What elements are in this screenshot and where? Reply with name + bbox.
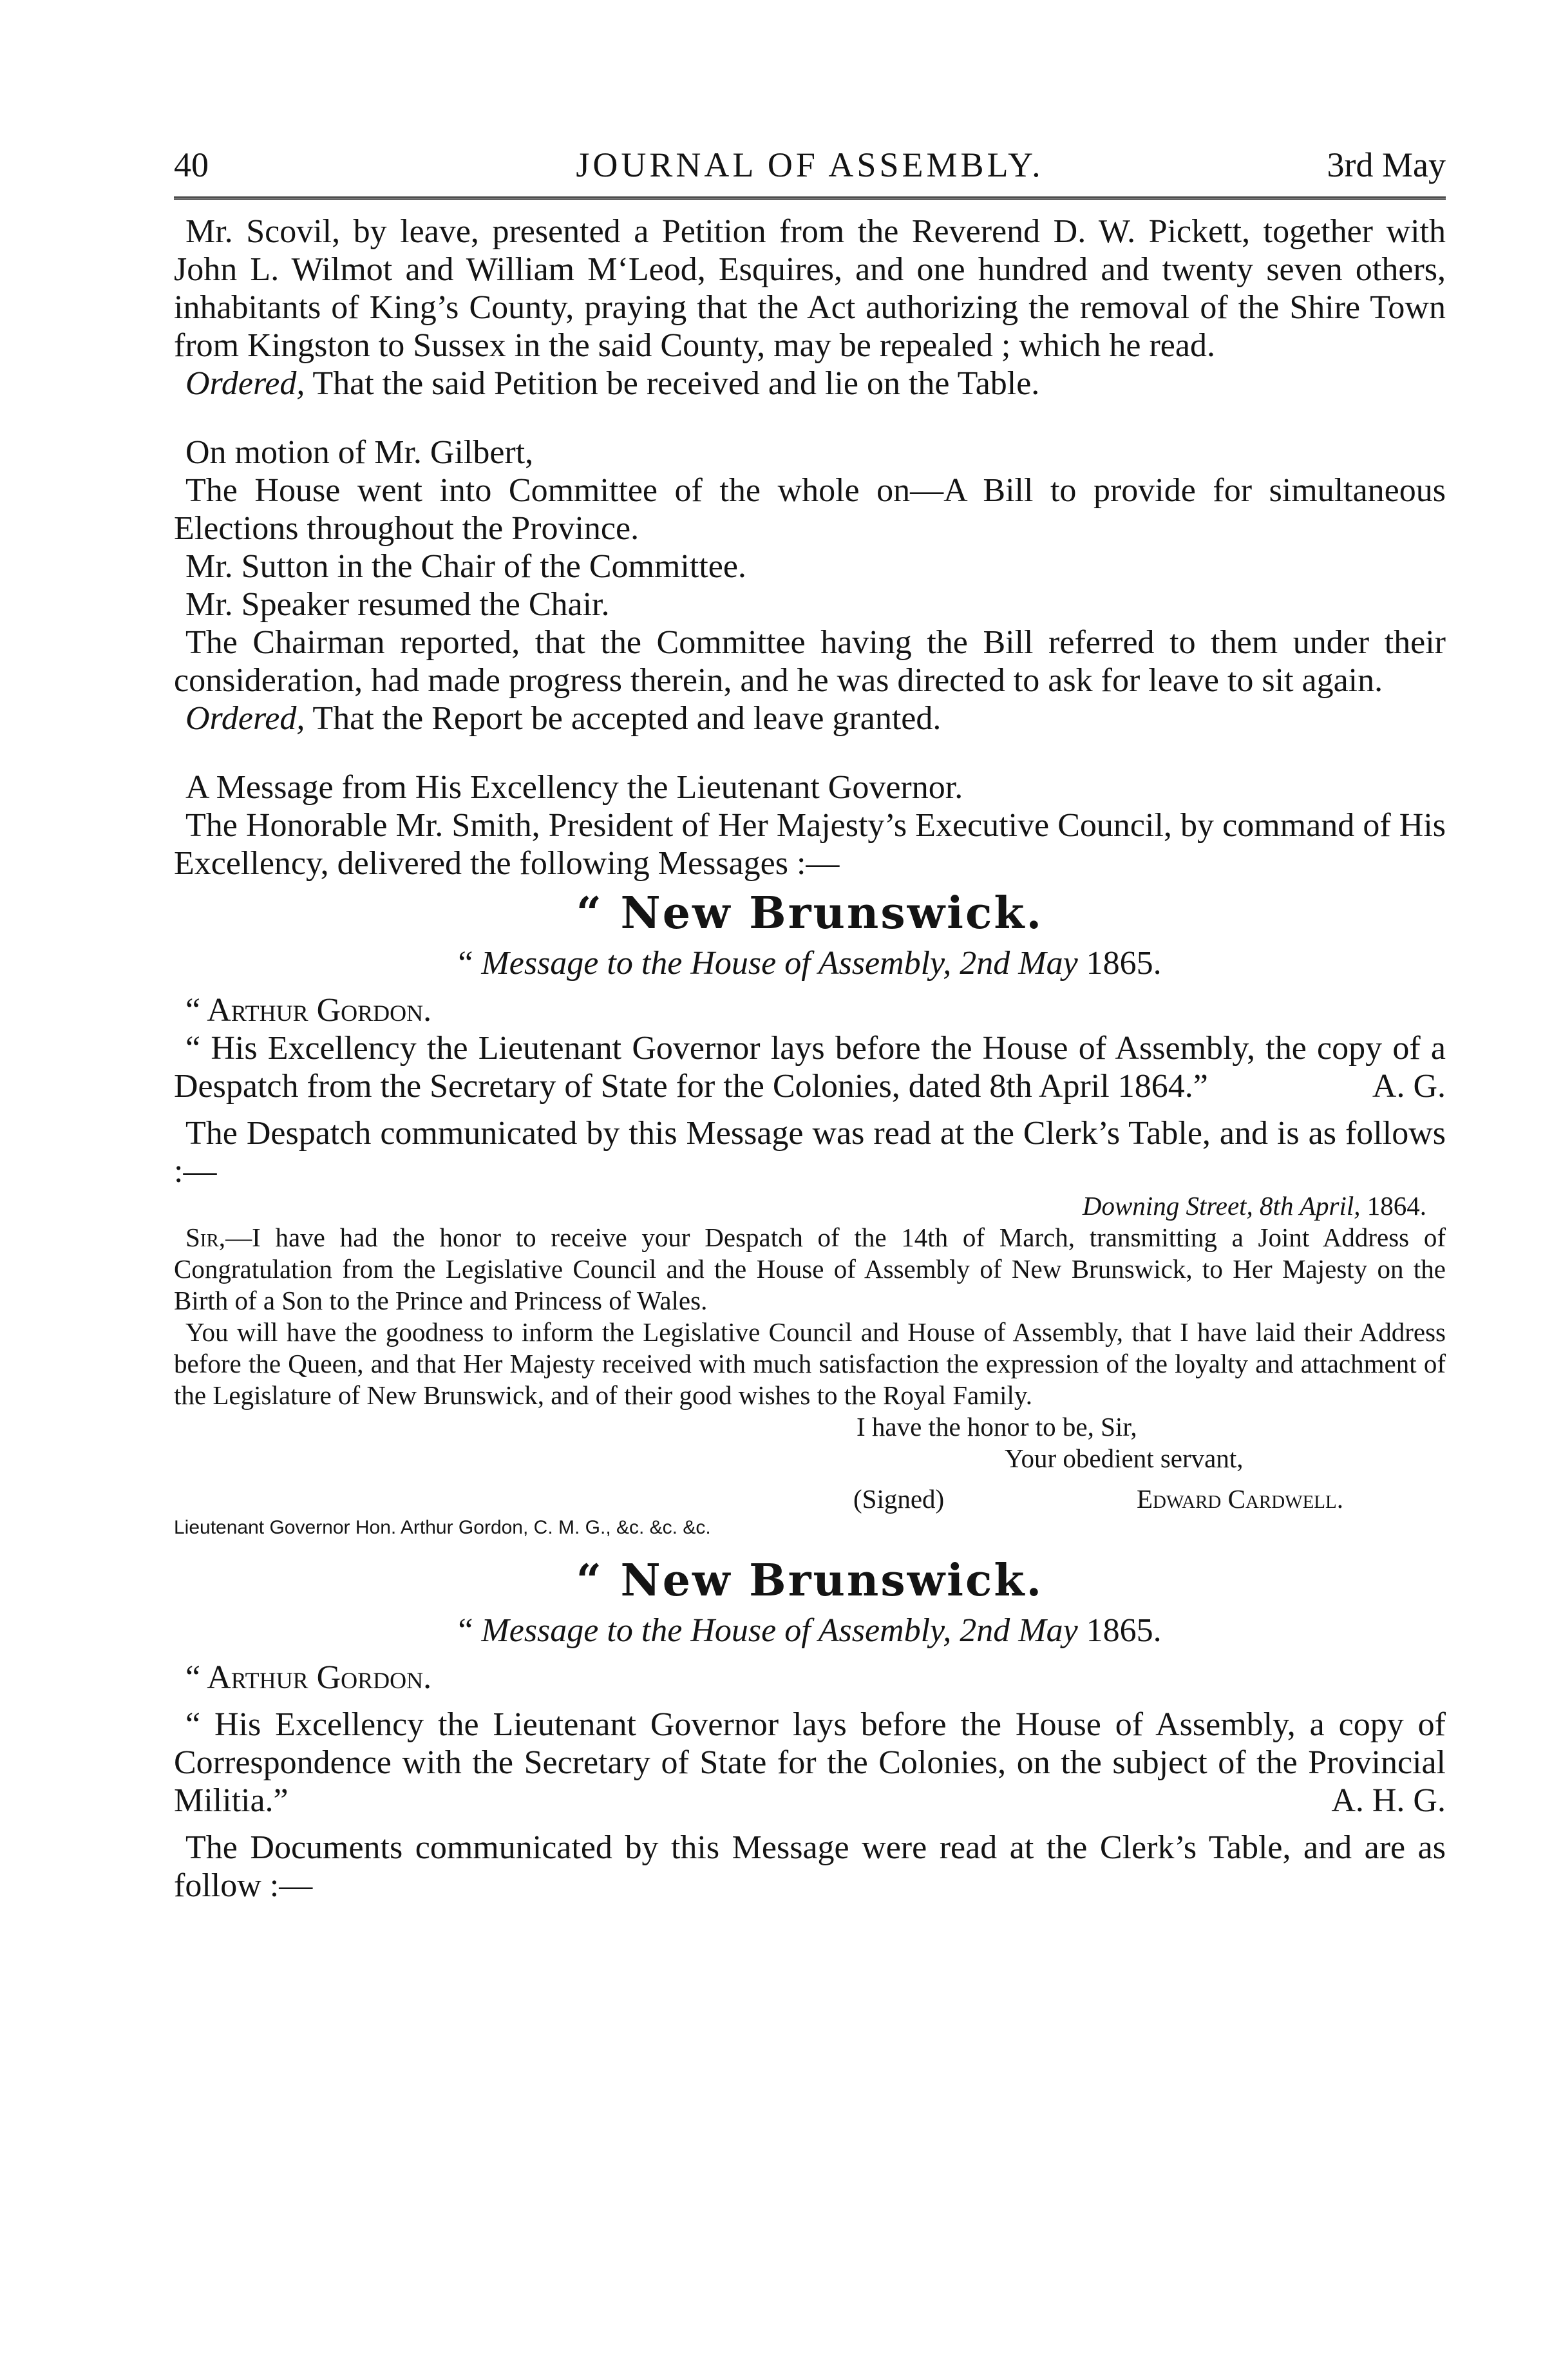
despatch-addressee: Lieutenant Governor Hon. Arthur Gordon, C. M. G., &c. &c. &c. [174,1517,711,1538]
motion-line: On motion of Mr. Gilbert, [185,434,534,471]
message-initials: A. G. [1372,1068,1446,1105]
message-announcement: A Message from His Excellency the Lieutenant Governor. [185,769,963,806]
signed-label: (Signed) [853,1484,945,1514]
message-body [174,1029,1446,1105]
ordered-report [174,700,1446,738]
chairman-report: The Chairman reported, that the Committee having the Bill referred to them under their consideration, had made progress therein, and he was directed to ask for leave to sit again. [174,624,1446,699]
closing-line-1: I have the honor to be, Sir, [857,1412,1137,1442]
petition-paragraph: Mr. Scovil, by leave, presented a Petition from the Reverend D. W. Pickett, together with John L. Wilmot and William M‘Leod, Esquires, and one hundred and twenty seven others, inhabitants of King’s County, praying that the Act authorizing the removal of the Shire Town from Kingston to Sussex in the said County, may be repealed ; which he read. [174,213,1446,364]
header-date: 3rd May [1327,146,1446,184]
ordered-label: Ordered, [185,700,305,737]
message-heading: “ New Brunswick. [576,888,1044,939]
message-signatory: “ Arthur Gordon. [185,992,432,1029]
despatch-paragraph-1 [174,1222,1446,1317]
message-text: “ His Excellency the Lieutenant Governor lays before the House of Assembly, a copy of Correspondence with the Secretary of State for the Colonies, on the subject of the Provincial Militia.” [174,1706,1446,1819]
ordered-label: Ordered, [185,365,305,402]
subtitle-year: 1865. [1077,1612,1162,1649]
message-heading: “ New Brunswick. [576,1555,1044,1606]
chair-line: Mr. Sutton in the Chair of the Committee. [185,548,746,585]
message-subtitle [174,944,1446,982]
dateline-year: 1864. [1360,1191,1426,1221]
spacer [174,738,1446,768]
ordered-petition [174,365,1446,403]
committee-paragraph: The House went into Committee of the whole on—A Bill to provide for simultaneous Elections throughout the Province. [174,472,1446,547]
despatch-text-1: —I have had the honor to receive your Despatch of the 14th of March, transmitting a Joint Address of Congratulation from the Legislative Council and the House of Assembly of New Brunswick, to Her Majesty on the Birth of a Son to the Prince and Princess of Wales. [174,1223,1446,1315]
ordered-text: That the said Petition be received and lie on the Table. [305,365,1040,402]
running-header [174,145,1446,190]
journal-page [174,145,1446,1905]
salutation: Sir, [185,1223,226,1252]
message-subtitle [174,1612,1446,1650]
despatch-dateline [174,1190,1446,1222]
signature-row [174,1483,1446,1515]
message-initials: A. H. G. [1331,1782,1446,1819]
subtitle-year: 1865. [1077,945,1162,982]
documents-intro: The Documents communicated by this Message were read at the Clerk’s Table, and are as follow :— [174,1829,1446,1904]
ordered-text: That the Report be accepted and leave granted. [305,700,942,737]
spacer [174,1650,1446,1659]
spacer [174,1541,1446,1550]
spacer [174,1474,1446,1483]
spacer [174,1697,1446,1706]
speaker-line: Mr. Speaker resumed the Chair. [185,586,610,623]
despatch-intro: The Despatch communicated by this Message was read at the Clerk’s Table, and is as follows :— [174,1115,1446,1190]
message-body [174,1706,1446,1820]
spacer [174,1820,1446,1829]
delivery-paragraph: The Honorable Mr. Smith, President of Her Majesty’s Executive Council, by command of His Excellency, delivered the following Messages :— [174,807,1446,882]
despatch-paragraph-2: You will have the goodness to inform the Legislative Council and House of Assembly, that I have laid their Address before the Queen, and that Her Majesty received with much satisfaction the expression of the loyalty and attachment of the Legislature of New Brunswick, and of their good wishes to the Royal Family. [174,1317,1446,1410]
spacer [174,403,1446,433]
message-signatory: “ Arthur Gordon. [185,1659,432,1696]
closing-line-2: Your obedient servant, [1005,1443,1244,1473]
subtitle-italic: Message to the House of Assembly, 2nd May [481,1612,1078,1649]
journal-title: JOURNAL OF ASSEMBLY. [576,146,1044,184]
quote-open: “ [458,945,482,982]
signer-name: Edward Cardwell. [1137,1484,1343,1514]
spacer [174,982,1446,991]
quote-open: “ [458,1612,482,1649]
dateline-italic: Downing Street, 8th April, [1082,1191,1361,1221]
subtitle-italic: Message to the House of Assembly, 2nd May [481,945,1078,982]
spacer [174,1105,1446,1114]
message-text: “ His Excellency the Lieutenant Governor lays before the House of Assembly, the copy of a Despatch from the Secretary of State for the Colonies, dated 8th April 1864.” [174,1030,1446,1105]
header-rule [174,196,1446,200]
page-number: 40 [174,146,209,184]
